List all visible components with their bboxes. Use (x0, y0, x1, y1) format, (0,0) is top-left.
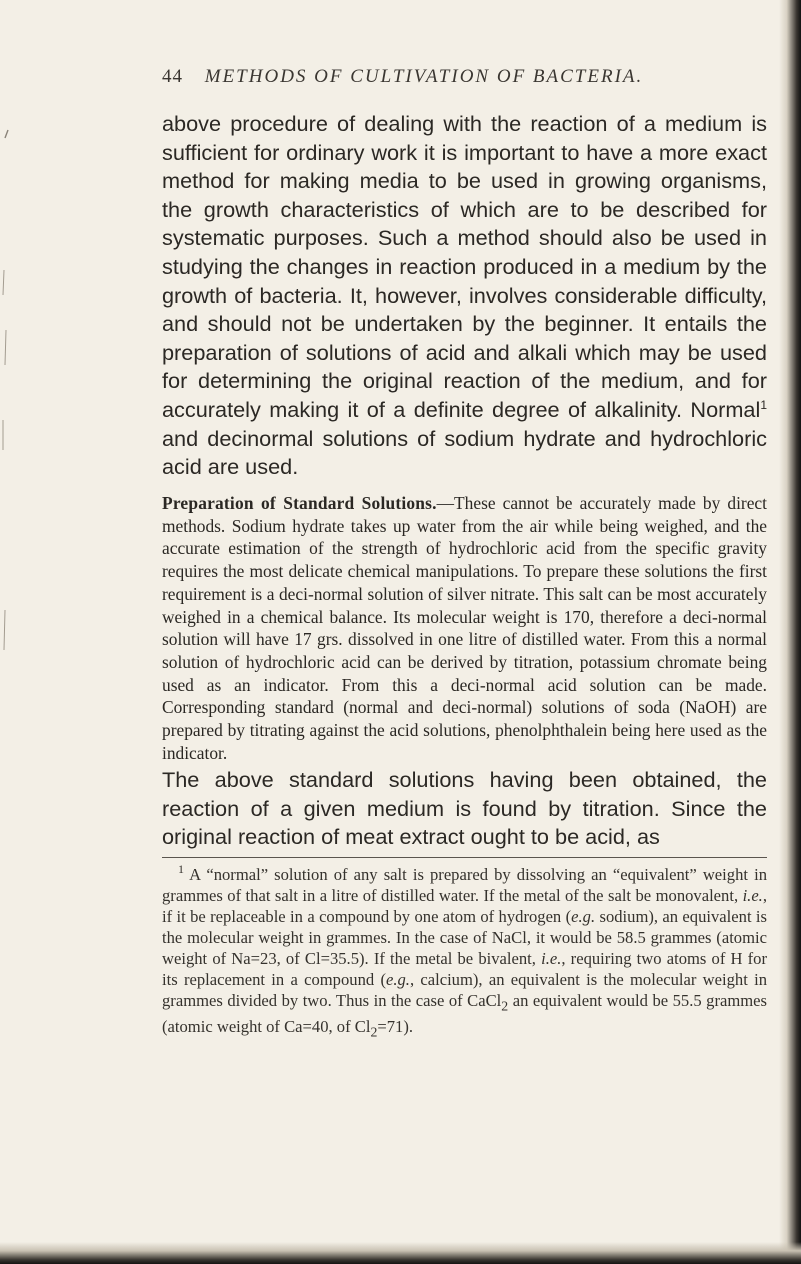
footnote-eg-1: e.g. (571, 907, 596, 926)
paragraph-3 (162, 766, 767, 852)
paragraph-1 (162, 110, 767, 482)
section-heading: Preparation of Standard Solutions. (162, 493, 437, 513)
footnote-text-5: , calcium), an equivalent is the molecular weight in grammes divided by two. Thus in the case of CaCl (162, 970, 767, 1010)
paragraph-1-text: above procedure of dealing with the reaction of a medium is sufficient for ordinary work it is important to have a more exact method for making media to be used in growing organisms, the growth characteristics of which are to be described for systematic purposes. Such a method should also be used in studying the changes in reaction produced in a medium by the growth of bacteria. It, however, involves considerable difficulty, and should not be undertaken by the beginner. It entails the preparation of solutions of acid and alkali which may be used for determining the original reaction of the medium, and for accurately making it of a definite degree of alkalinity. Normal (162, 111, 767, 422)
margin-pencil-marks (0, 90, 100, 710)
page-bottom-edge (0, 1242, 801, 1264)
page-number: 44 (162, 66, 183, 87)
footnote-text-4: , requiring two atoms of H for its replacement in a compound ( (162, 949, 768, 989)
running-title: METHODS OF CULTIVATION OF BACTERIA. (204, 66, 644, 87)
paragraph-1-text-end: and decinormal solutions of sodium hydrate and hydrochloric acid are used. (162, 425, 767, 480)
footnote-text-6: an equivalent would be 55.5 grammes (atomic weight of Ca=40, of Cl (162, 991, 767, 1037)
paragraph-3-text: The above standard solutions having been obtained, the reaction of a given medium is found by titration. Since the original reaction of meat extract ought to be acid, as (162, 767, 767, 850)
footnote-eg-2: e.g. (385, 970, 410, 989)
footnote-text-1: A “normal” solution of any salt is prepared by dissolving an “equivalent” weight in grammes of that salt in a litre of distilled water. If the metal of the salt be monovalent, (162, 865, 767, 905)
footnote-subscript-2: 2 (370, 1024, 378, 1040)
paragraph-2-text: —These cannot be accurately made by direct methods. Sodium hydrate takes up water from the air while being weighed, and the accurate estimation of the strength of hydrochloric acid from the specific gravity requires the most delicate chemical manipulations. To prepare these solutions the first requirement is a deci-normal solution of silver nitrate. This salt can be most accurately weighed in a chemical balance. Its molecular weight is 170, therefore a deci-normal solution will have 17 grs. dissolved in one litre of distilled water. From this a normal solution of hydrochloric acid can be derived by titration, potassium chromate being used as an indicator. From this a deci-normal acid solution can be made. Corresponding standard (normal and deci-normal) solutions of soda (NaOH) are prepared by titrating against the acid solutions, phenolphthalein being here used as the indicator. (162, 493, 767, 763)
footnote-ie-2: i.e. (541, 949, 562, 968)
footnote-mark: 1 (178, 862, 184, 877)
footnote-reference: 1 (760, 397, 767, 412)
page-header (162, 66, 762, 88)
footnote-text-2: , if it be replaceable in a compound by one atom of hydrogen ( (162, 886, 767, 926)
page-edge-shadow (779, 0, 801, 1264)
footnote-subscript-1: 2 (501, 998, 509, 1014)
footnote-text-3: sodium), an equivalent is the molecular weight in grammes. In the case of NaCl, it would be 58.5 grammes (atomic weight of Na=23, of Cl=35.5). If the metal be bivalent, (162, 907, 767, 968)
footnote-ie-1: i.e. (742, 886, 763, 905)
footnote-rule (162, 857, 767, 858)
footnote-text-7: =71). (377, 1017, 414, 1037)
paragraph-2 (162, 492, 767, 764)
footnote (162, 864, 767, 1043)
